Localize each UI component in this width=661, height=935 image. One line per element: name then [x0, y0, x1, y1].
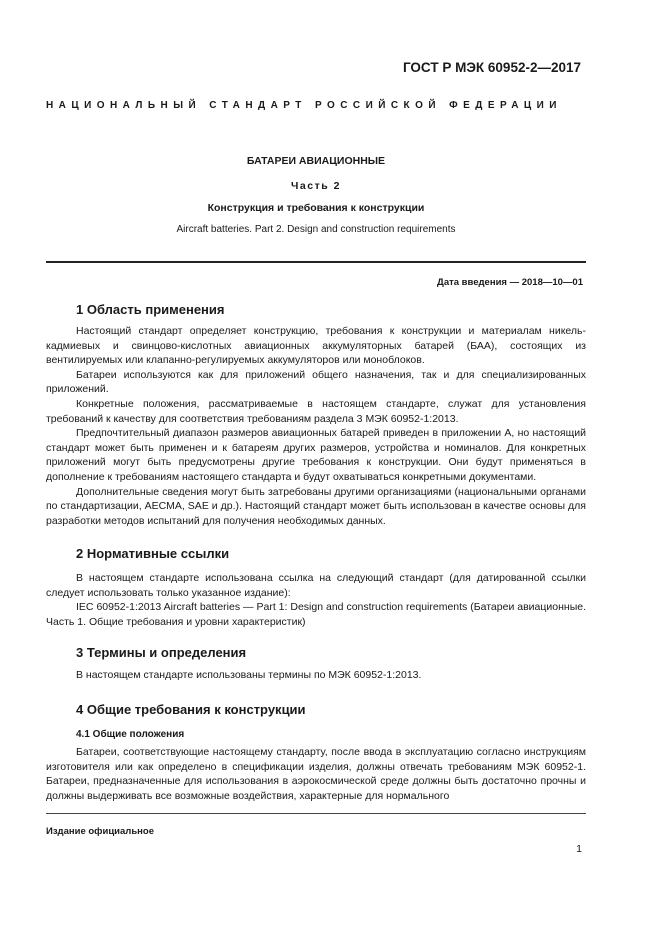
title-english: Aircraft batteries. Part 2. Design and construction requirements [176, 224, 456, 235]
title-main: БАТАРЕИ АВИАЦИОННЫЕ [246, 155, 386, 167]
section-1-body [46, 324, 586, 528]
section-2-paragraph: IEC 60952-1:2013 Aircraft batteries — Part 1: Design and construction requirements (Батареи авиационные. Часть 1. Общие требования и уровни характеристик) [46, 601, 586, 628]
official-edition-label: Издание официальное [46, 826, 154, 837]
section-1-paragraph: Батареи используются как для приложений общего назначения, так и для специализированных приложений. [46, 368, 586, 396]
section-3-heading: 3 Термины и определения [76, 645, 247, 660]
introduction-date: Дата введения — 2018—10—01 [437, 277, 583, 288]
title-subtitle: Конструкция и требования к конструкции [207, 202, 425, 214]
title-part: Часть 2 [291, 180, 341, 192]
title-divider [46, 261, 586, 263]
section-4-1-heading: 4.1 Общие положения [76, 729, 185, 740]
section-2-paragraph: В настоящем стандарте использована ссылка на следующий стандарт (для датированной ссылки следует использовать только указанное издание): [46, 572, 586, 599]
section-3-paragraph: В настоящем стандарте использованы термины по МЭК 60952-1:2013. [76, 669, 422, 681]
page-number: 1 [576, 843, 582, 855]
section-2-body [46, 571, 586, 629]
section-1-paragraph: Конкретные положения, рассматриваемые в настоящем стандарте, служат для установления требований к качеству для соответствия требованиям раздела 3 МЭК 60952-1:2013. [46, 397, 586, 425]
section-3-body [46, 668, 586, 683]
document-id: ГОСТ Р МЭК 60952-2—2017 [402, 60, 581, 75]
footer-divider [46, 813, 586, 814]
section-1-heading: 1 Область применения [76, 302, 225, 317]
section-1-paragraph: Предпочтительный диапазон размеров авиационных батарей приведен в приложении А, но настоящий стандарт может быть применен и к батареям других размеров, устройства и номиналов. Для конкретных приложений могут быть предусмотрены другие требования к конструкции. Они будут применяться в дополнение к требованиям настоящего стандарта и будут охватываться конкретными документами. [46, 427, 586, 483]
national-standard-banner: НАЦИОНАЛЬНЫЙ СТАНДАРТ РОССИЙСКОЙ ФЕДЕРАЦИИ [46, 100, 562, 111]
section-4-1-body [46, 745, 586, 803]
section-4-heading: 4 Общие требования к конструкции [76, 702, 306, 717]
section-4-paragraph: Батареи, соответствующие настоящему стандарту, после ввода в эксплуатацию согласно инструкциям изготовителя или как определено в спецификации изделия, должны отвечать требованиям МЭК 60952-1. Батареи, предназначенные для использования в аэрокосмической среде должны быть достаточно прочны и должны выдерживать все возможные воздействия, характерные для нормального [46, 746, 586, 802]
section-1-paragraph: Дополнительные сведения могут быть затребованы другими организациями (национальными органами по стандартизации, AECMA, SAE и др.). Настоящий стандарт может быть использован в качестве основы для разработки методов испытаний для получения необходимых данных. [46, 485, 586, 527]
section-1-paragraph: Настоящий стандарт определяет конструкцию, требования к конструкции и материалам никель-кадмиевых и свинцово-кислотных авиационных аккумуляторных батарей (БАА), состоящих из вентилируемых или клапанно-регулируемых аккумуляторов или моноблоков. [46, 325, 586, 367]
section-2-heading: 2 Нормативные ссылки [76, 546, 230, 561]
